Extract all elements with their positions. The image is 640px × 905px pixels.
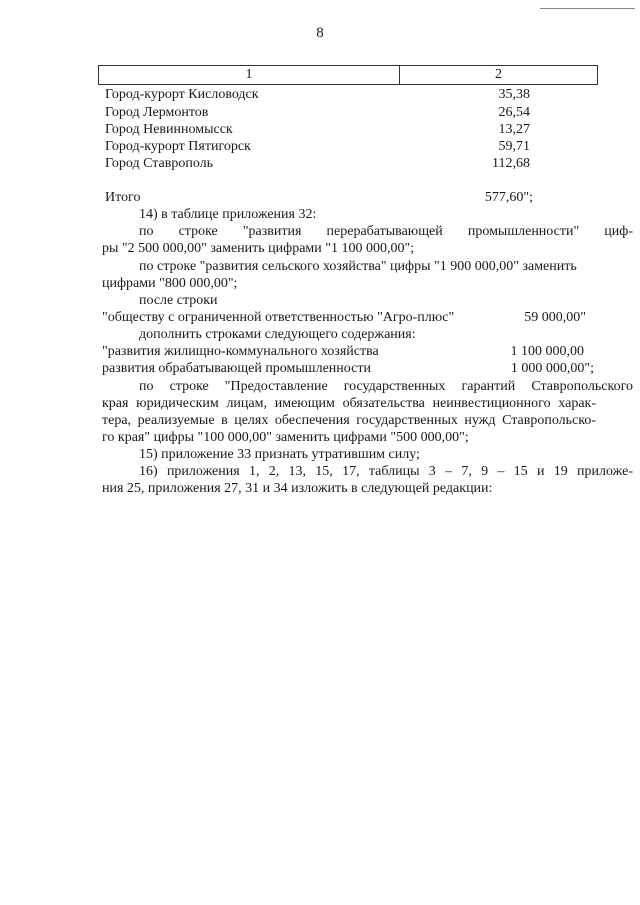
total-label: Итого: [105, 190, 141, 205]
quoted-row-name: "развития жилищно-коммунального хозяйства: [102, 344, 379, 359]
quoted-row-housing: [102, 343, 596, 360]
paragraph-line: ния 25, приложения 27, 31 и 34 изложить в следующей редакции:: [102, 481, 493, 496]
table-row: [105, 155, 585, 172]
paragraph-line: после строки: [139, 293, 218, 308]
row-value: 112,68: [492, 156, 530, 171]
total-value: 577,60";: [484, 190, 533, 205]
quoted-row-agro: [102, 309, 596, 326]
item-15: 15) приложение 33 признать утратившим силу;: [139, 447, 420, 462]
row-value: 26,54: [498, 105, 530, 120]
table-header-col-1: 1: [99, 66, 400, 84]
table-row: [105, 138, 585, 155]
table-row: [105, 86, 585, 103]
paragraph-line: края юридическим лицам, имеющим обязательства неинвестиционного харак-: [102, 396, 596, 411]
paragraph-line: тера, реализуемые в целях обеспечения государственных нужд Ставропольско-: [102, 413, 596, 428]
total-row: [105, 189, 585, 206]
paragraph-line: ры "2 500 000,00" заменить цифрами "1 100 000,00";: [102, 241, 415, 256]
item-14: 14) в таблице приложения 32:: [139, 207, 317, 222]
row-value: 35,38: [498, 87, 530, 102]
quoted-row-value: 59 000,00": [524, 310, 586, 325]
paragraph-line: по строке "развития сельского хозяйства" цифры "1 900 000,00" заменить: [139, 259, 577, 274]
table-header-col-2: 2: [495, 67, 502, 82]
paragraph-line: го края" цифры "100 000,00" заменить цифрами "500 000,00";: [102, 430, 469, 445]
row-name: Город Лермонтов: [105, 105, 209, 120]
paragraph-line: дополнить строками следующего содержания:: [139, 327, 416, 342]
paragraph-line: по строке "развития перерабатывающей промышленности" циф-: [139, 224, 633, 239]
row-name: Город-курорт Пятигорск: [105, 139, 251, 154]
corner-rule: [540, 8, 635, 9]
row-value: 59,71: [498, 139, 530, 154]
row-name: Город Ставрополь: [105, 156, 214, 171]
paragraph-line: цифрами "800 000,00";: [102, 276, 238, 291]
quoted-row-name: развития обрабатывающей промышленности: [102, 361, 371, 376]
table-row: [105, 121, 585, 138]
quoted-row-value: 1 000 000,00";: [510, 361, 594, 376]
row-name: Город-курорт Кисловодск: [105, 87, 259, 102]
table-header: [98, 65, 598, 85]
quoted-row-value: 1 100 000,00: [510, 344, 584, 359]
quoted-row-manufacturing: [102, 360, 596, 377]
table-row: [105, 104, 585, 121]
quoted-row-name: "обществу с ограниченной ответственностью "Агро-плюс": [102, 310, 455, 325]
item-16: 16) приложения 1, 2, 13, 15, 17, таблицы 3 – 7, 9 – 15 и 19 приложе-: [139, 464, 633, 479]
row-name: Город Невинномысск: [105, 122, 233, 137]
row-value: 13,27: [498, 122, 530, 137]
page-number: 8: [316, 25, 324, 41]
paragraph-line: по строке "Предоставление государственных гарантий Ставропольского: [139, 379, 633, 394]
